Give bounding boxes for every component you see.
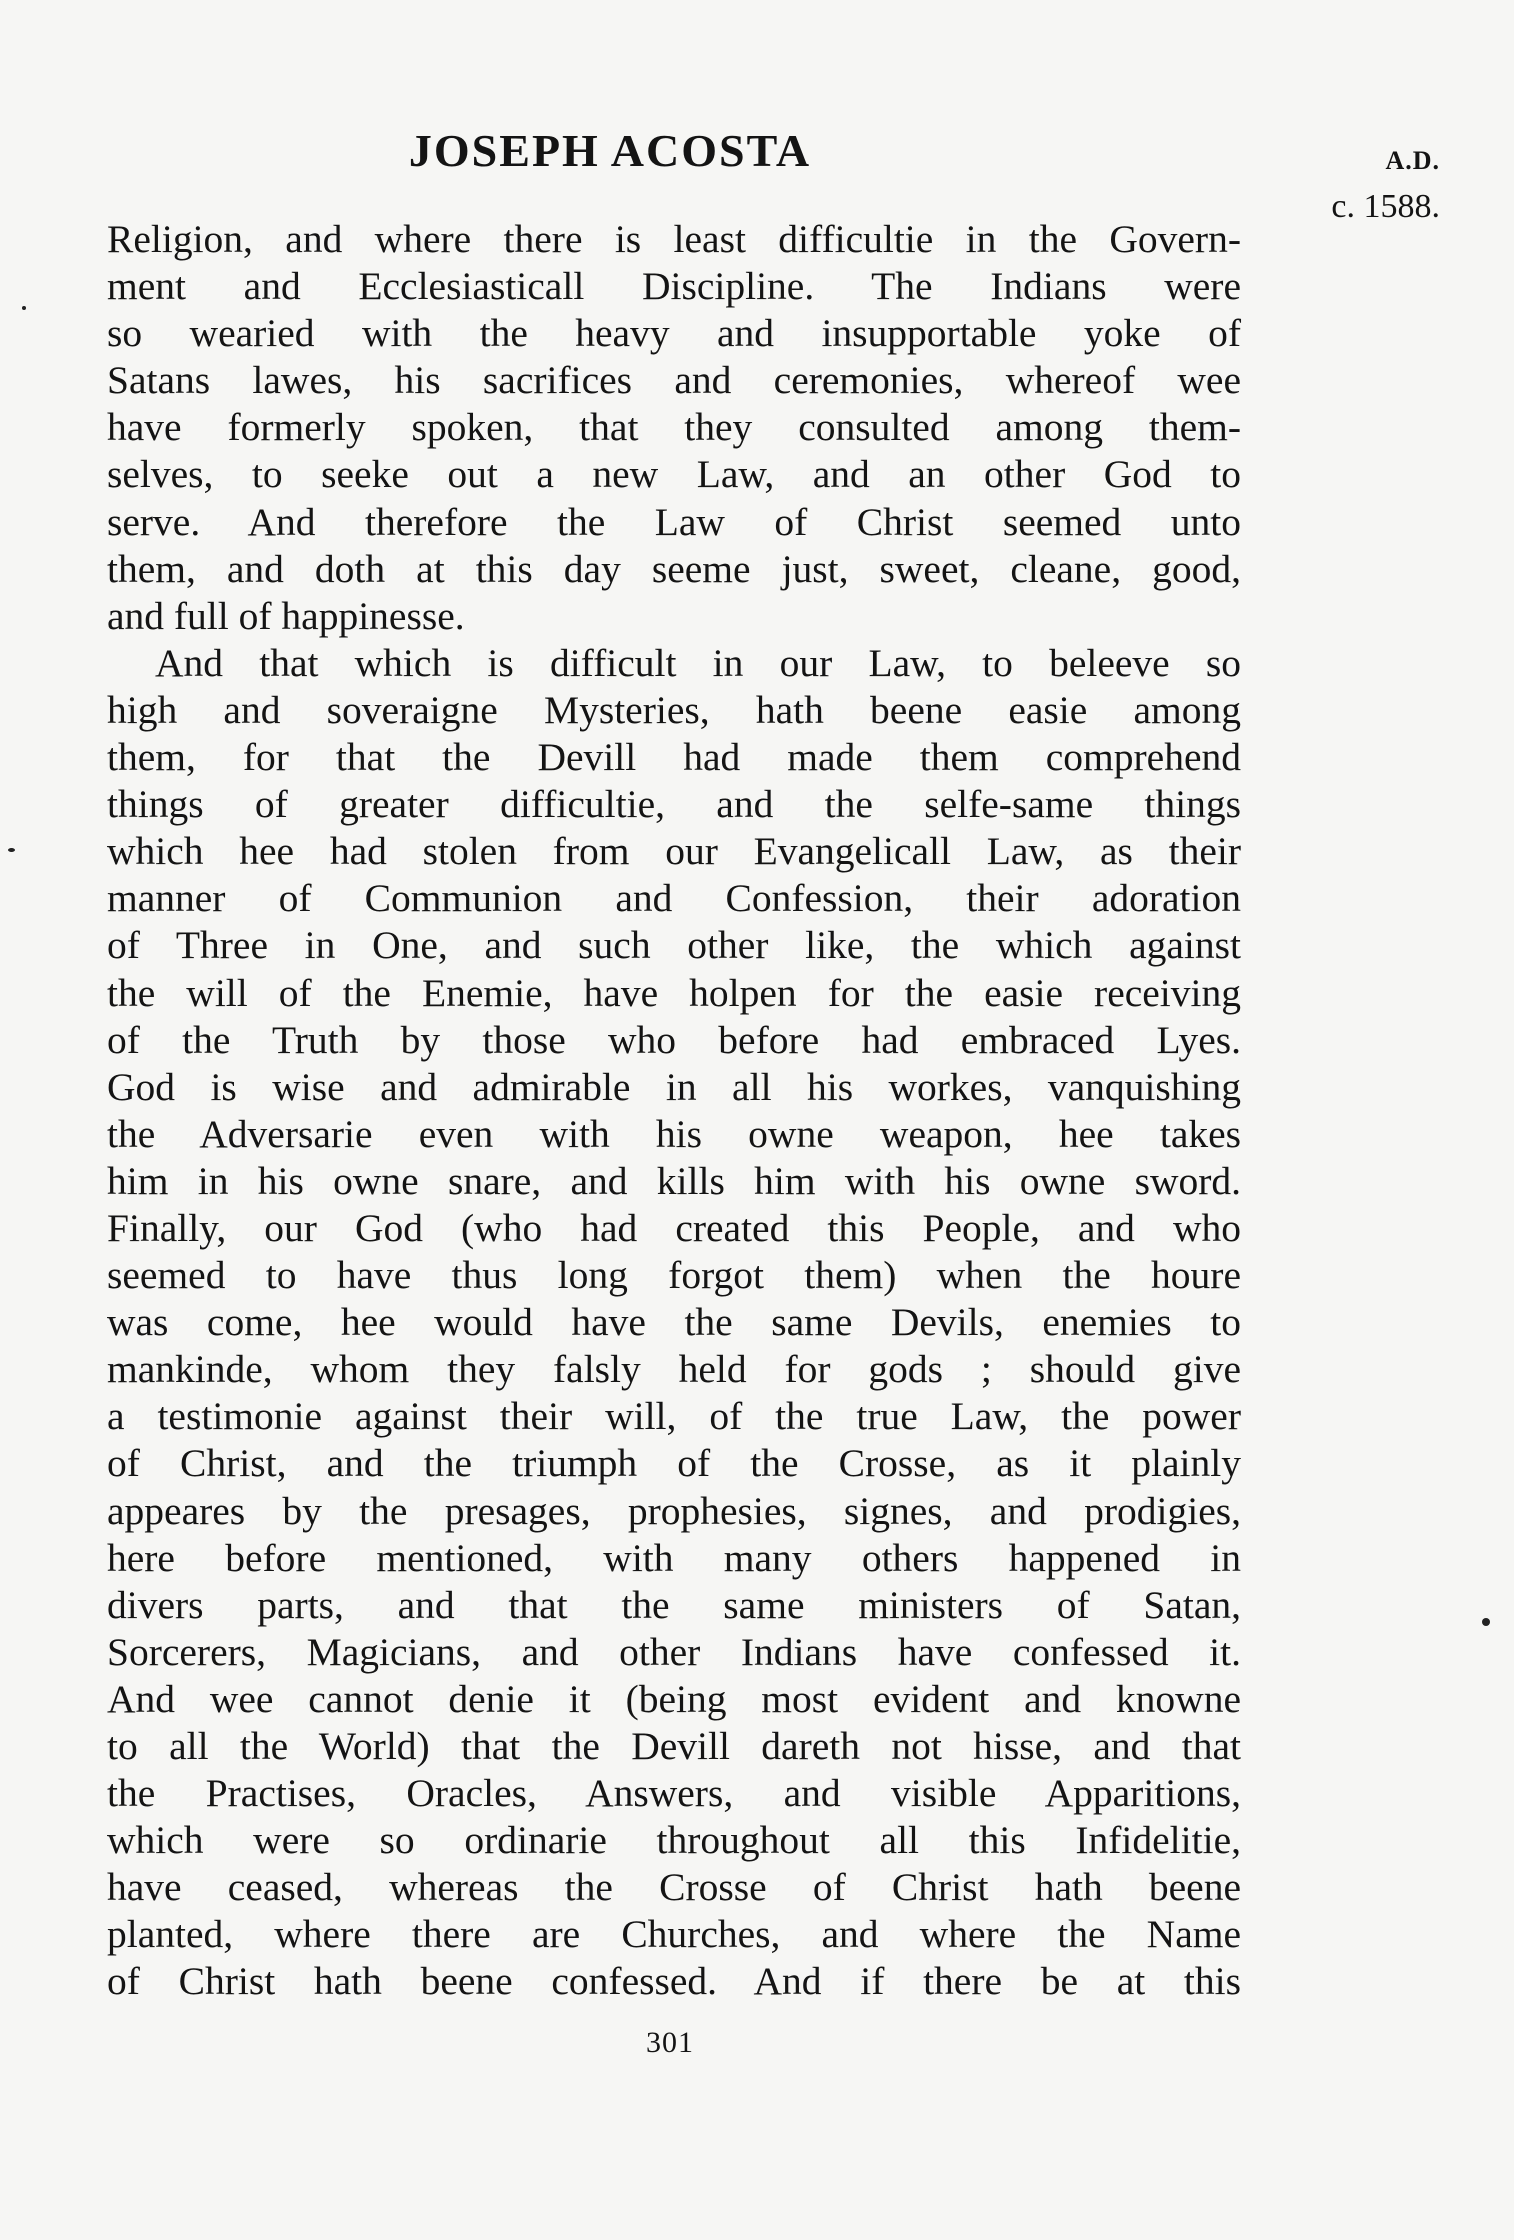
text-line: of Christ hath beene confessed. And if there be at this xyxy=(107,1959,1241,2004)
ink-speck xyxy=(1482,1618,1490,1626)
text-line: them, for that the Devill had made them comprehend xyxy=(107,735,1241,780)
text-line: Sorcerers, Magicians, and other Indians have confessed it. xyxy=(107,1629,1241,1674)
text-line: which were so ordinarie throughout all this Infidelitie, xyxy=(107,1818,1241,1863)
page-number: 301 xyxy=(646,2026,694,2059)
text-line: and full of happinesse. xyxy=(107,593,465,638)
text-line: And that which is difficult in our Law, to beleeve so xyxy=(155,640,1241,685)
text-line: have ceased, whereas the Crosse of Christ hath beene xyxy=(107,1865,1241,1910)
text-line: the will of the Enemie, have holpen for the easie receiving xyxy=(107,970,1241,1015)
text-line: him in his owne snare, and kills him with his owne sword. xyxy=(107,1158,1241,1203)
margin-date-note xyxy=(1331,138,1440,230)
ink-speck xyxy=(8,848,15,852)
text-line: God is wise and admirable in all his workes, vanquishing xyxy=(107,1064,1241,1109)
text-line: was come, hee would have the same Devils, enemies to xyxy=(107,1300,1241,1345)
text-line: planted, where there are Churches, and where the Name xyxy=(107,1912,1241,1957)
text-line: have formerly spoken, that they consulted among them- xyxy=(107,405,1241,450)
margin-year: c. 1588. xyxy=(1331,188,1440,225)
text-line: the Practises, Oracles, Answers, and visible Apparitions, xyxy=(107,1771,1241,1816)
text-line: them, and doth at this day seeme just, sweet, cleane, good, xyxy=(107,546,1241,591)
text-line: Finally, our God (who had created this People, and who xyxy=(107,1205,1241,1250)
text-line: And wee cannot denie it (being most evident and knowne xyxy=(107,1676,1241,1721)
text-line: a testimonie against their will, of the true Law, the power xyxy=(107,1394,1241,1439)
text-line: seemed to have thus long forgot them) when the houre xyxy=(107,1253,1241,1298)
text-line: manner of Communion and Confession, their adoration xyxy=(107,876,1241,921)
text-line: selves, to seeke out a new Law, and an other God to xyxy=(107,452,1241,497)
text-line: of Three in One, and such other like, the which against xyxy=(107,923,1241,968)
text-line: mankinde, whom they falsly held for gods ; should give xyxy=(107,1347,1241,1392)
text-line: things of greater difficultie, and the selfe-same things xyxy=(107,782,1241,827)
text-line: which hee had stolen from our Evangelicall Law, as their xyxy=(107,829,1241,874)
text-line: of the Truth by those who before had embraced Lyes. xyxy=(107,1017,1241,1062)
body-text xyxy=(107,216,1241,2006)
margin-era: A.D. xyxy=(1385,146,1440,175)
text-line: the Adversarie even with his owne weapon, hee takes xyxy=(107,1111,1241,1156)
text-line: to all the World) that the Devill dareth not hisse, and that xyxy=(107,1724,1241,1768)
text-line: divers parts, and that the same ministers of Satan, xyxy=(107,1582,1241,1627)
text-line: of Christ, and the triumph of the Crosse, as it plainly xyxy=(107,1441,1241,1486)
text-line: Religion, and where there is least difficultie in the Govern- xyxy=(107,217,1241,261)
ink-speck xyxy=(22,306,26,310)
running-head-title: JOSEPH ACOSTA xyxy=(408,125,812,176)
text-line: so wearied with the heavy and insupportable yoke of xyxy=(107,311,1241,356)
text-line: high and soveraigne Mysteries, hath beene easie among xyxy=(107,687,1241,732)
text-line: ment and Ecclesiasticall Discipline. The Indians were xyxy=(107,264,1241,309)
text-line: here before mentioned, with many others happened in xyxy=(107,1535,1241,1580)
text-line: appeares by the presages, prophesies, signes, and prodigies, xyxy=(107,1488,1241,1533)
text-line: Satans lawes, his sacrifices and ceremonies, whereof wee xyxy=(107,358,1241,403)
text-line: serve. And therefore the Law of Christ seemed unto xyxy=(107,499,1241,544)
